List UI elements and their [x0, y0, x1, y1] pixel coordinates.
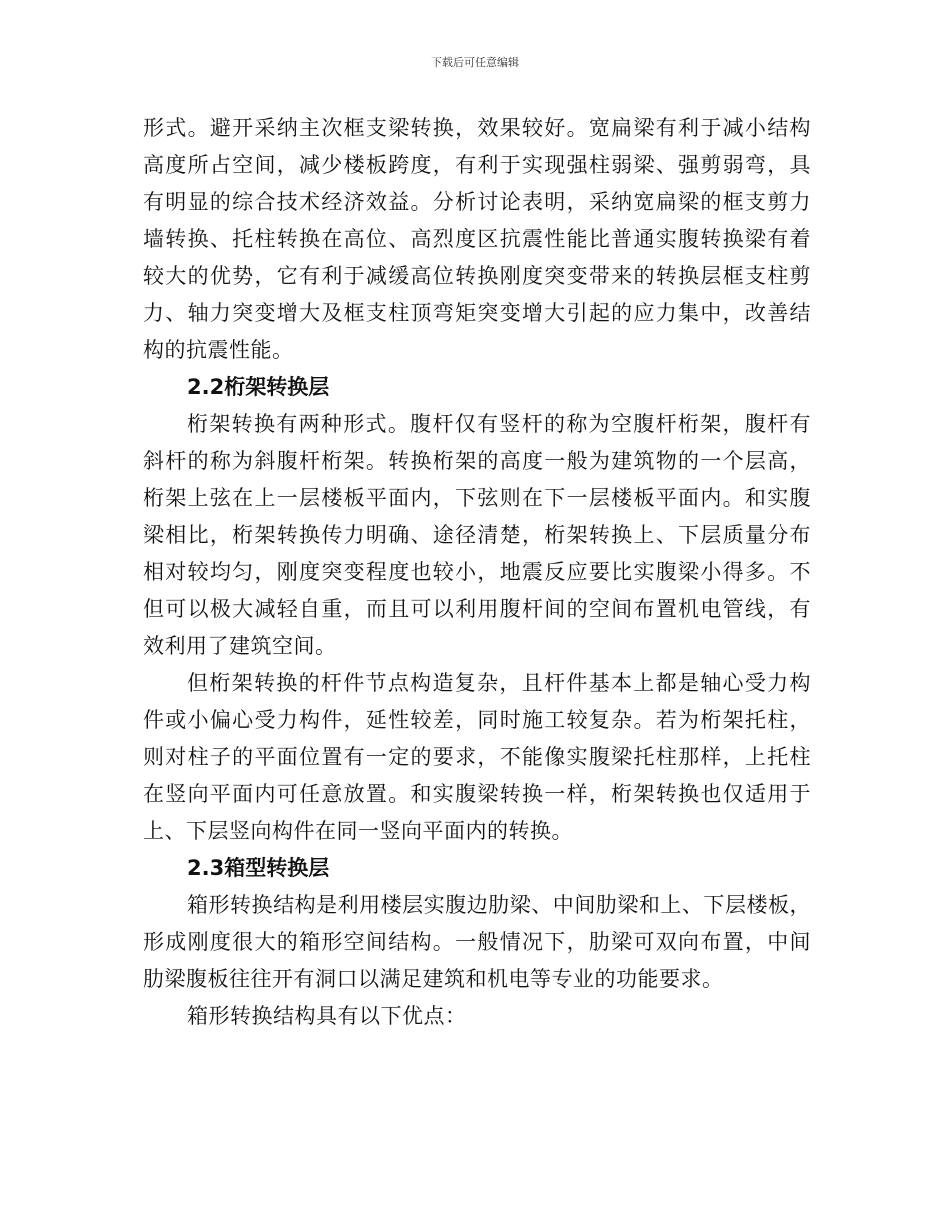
text-line: 斜杆的称为斜腹杆桁架。转换桁架的高度一般为建筑物的一个层高， — [143, 449, 811, 473]
text-line: 较大的优势，它有利于减缓高位转换刚度突变带来的转换层框支柱剪 — [143, 264, 811, 288]
paragraph-box-intro — [143, 887, 811, 998]
page-header: 下载后可任意编辑 — [431, 56, 519, 69]
document-body — [143, 110, 811, 1035]
section-heading-box: 2.3箱型转换层 — [187, 856, 330, 880]
text-line: 形式。避开采纳主次框支梁转换，效果较好。宽扁梁有利于减小结构 — [143, 116, 811, 140]
text-line: 墙转换、托柱转换在高位、高烈度区抗震性能比普通实腹转换梁有着 — [143, 227, 811, 251]
text-line: 但可以极大减轻自重，而且可以利用腹杆间的空间布置机电管线，有 — [143, 597, 811, 621]
text-line: 梁相比，桁架转换传力明确、途径清楚，桁架转换上、下层质量分布 — [143, 523, 811, 547]
paragraph-truss-intro — [143, 406, 811, 665]
text-line: 构的抗震性能。 — [143, 338, 294, 362]
text-line: 在竖向平面内可任意放置。和实腹梁转换一样，桁架转换也仅适用于 — [143, 782, 811, 806]
text-line: 但桁架转换的杆件节点构造复杂，且杆件基本上都是轴心受力构 — [187, 671, 811, 695]
paragraph-wide-beam — [143, 110, 811, 369]
text-line: 力、轴力突变增大及框支柱顶弯矩突变增大引起的应力集中，改善结 — [143, 301, 811, 325]
text-line: 肋梁腹板往往开有洞口以满足建筑和机电等专业的功能要求。 — [143, 967, 724, 991]
paragraph-truss-drawbacks — [143, 665, 811, 850]
text-line: 相对较均匀，刚度突变程度也较小，地震反应要比实腹梁小得多。不 — [143, 560, 811, 584]
text-line: 形成刚度很大的箱形空间结构。一般情况下，肋梁可双向布置，中间 — [143, 930, 811, 954]
paragraph-box-advantages — [143, 998, 811, 1035]
text-line: 效利用了建筑空间。 — [143, 634, 337, 658]
section-heading-truss: 2.2桁架转换层 — [187, 375, 330, 399]
text-line: 则对柱子的平面位置有一定的要求，不能像实腹梁托柱那样，上托柱 — [143, 745, 811, 769]
text-line: 桁架转换有两种形式。腹杆仅有竖杆的称为空腹杆桁架，腹杆有 — [187, 412, 811, 436]
text-line: 箱形转换结构是利用楼层实腹边肋梁、中间肋梁和上、下层楼板， — [187, 893, 811, 917]
text-line: 上、下层竖向构件在同一竖向平面内的转换。 — [143, 819, 573, 843]
text-line: 高度所占空间，减少楼板跨度，有利于实现强柱弱梁、强剪弱弯，具 — [143, 153, 811, 177]
text-line: 箱形转换结构具有以下优点： — [187, 1004, 467, 1028]
text-line: 桁架上弦在上一层楼板平面内，下弦则在下一层楼板平面内。和实腹 — [143, 486, 811, 510]
text-line: 有明显的综合技术经济效益。分析讨论表明，采纳宽扁梁的框支剪力 — [143, 190, 811, 214]
text-line: 件或小偏心受力构件，延性较差，同时施工较复杂。若为桁架托柱， — [143, 708, 811, 732]
